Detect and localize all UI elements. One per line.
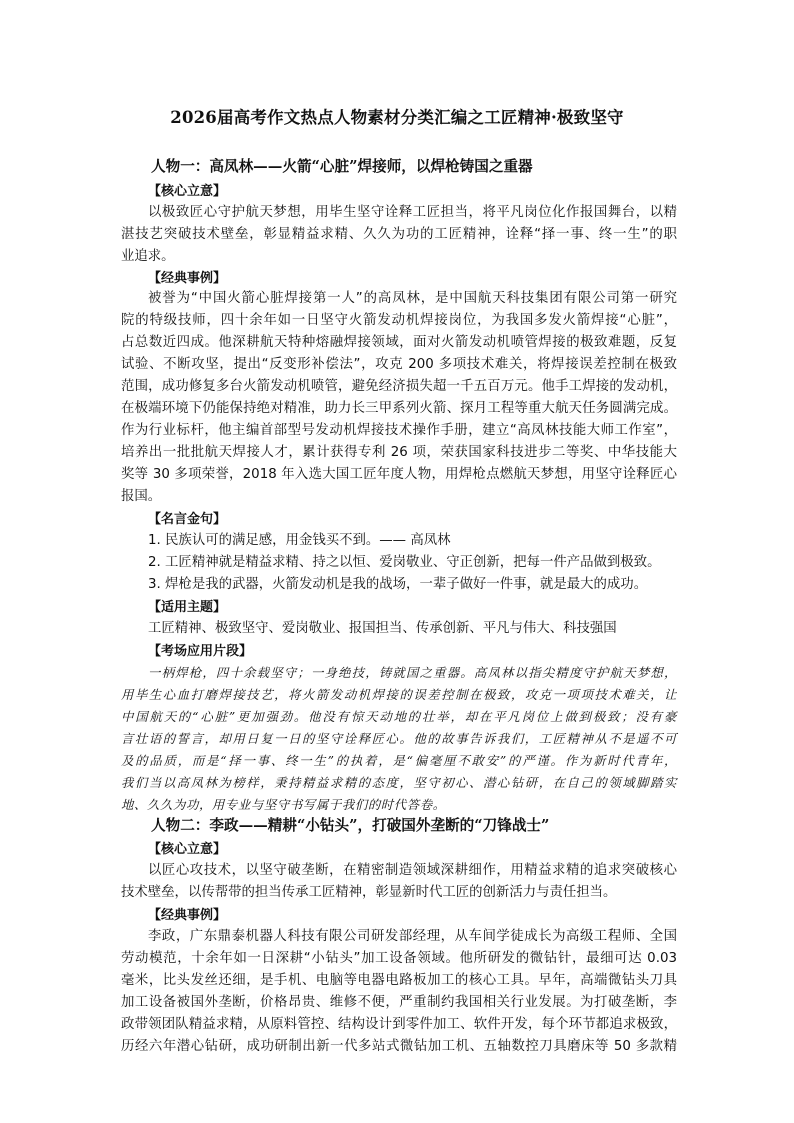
person2-story-line-2: 劳动模范，十余年如一日深耕“小钻头”加工设备领域。他所研发的微钻针，最细可达 0.03 [121, 951, 677, 966]
person1-story-line-2: 院的特级技师，四十余年如一日坚守火箭发动机焊接岗位，为我国多发火箭焊接“心脏”， [121, 313, 677, 328]
person1-exam-line-2: 用毕生心血打磨焊接技艺，将火箭发动机焊接的误差控制在极致，攻克一项项技术难关，让 [121, 687, 677, 702]
person1-quote-2: 2. 工匠精神就是精益求精、持之以恒、爱岗敬业、守正创新，把每一件产品做到极致。 [148, 555, 661, 570]
person1-core-line-3: 业追求。 [121, 249, 175, 264]
person1-heading: 人物一：高凤林——火箭“心脏”焊接师，以焊枪铸国之重器 [151, 158, 533, 175]
person2-story-line-3: 毫米，比头发丝还细，是手机、电脑等电器电路板加工的核心工具。早年，高端微钻头刀具 [121, 973, 677, 988]
person2-core-line-1: 以匠心攻技术，以坚守破垄断，在精密制造领域深耕细作，用精益求精的追求突破核心 [148, 863, 677, 878]
person1-story-label: 【经典事例】 [148, 271, 227, 286]
person1-story-line-6: 在极端环境下仍能保持绝对精准，助力长三甲系列火箭、探月工程等重大航天任务圆满完成。 [121, 401, 677, 416]
person1-story-line-8: 培养出一批批航天焊接人才，累计获得专利 26 项，荣获国家科技进步二等奖、中华技能大 [121, 445, 677, 460]
person1-themes-text: 工匠精神、极致坚守、爱岗敬业、报国担当、传承创新、平凡与伟大、科技强国 [148, 621, 617, 636]
person1-exam-line-1: 一柄焊枪，四十余载坚守；一身绝技，铸就国之重器。高凤林以指尖精度守护航天梦想， [148, 665, 677, 680]
person2-story-line-5: 政带领团队精益求精，从原料管控、结构设计到零件加工、软件开发，每个环节都追求极致， [121, 1017, 677, 1032]
person1-story-line-10: 报国。 [121, 489, 162, 504]
person2-story-line-1: 李政，广东鼎泰机器人科技有限公司研发部经理，从车间学徒成长为高级工程师、全国 [148, 929, 677, 944]
person2-heading: 人物二：李政——精耕“小钻头”，打破国外垄断的“刀锋战士” [151, 817, 550, 834]
person2-core-label: 【核心立意】 [148, 842, 227, 857]
person1-story-line-5: 范围，成功修复多台火箭发动机喷管，避免经济损失超一千五百万元。他手工焊接的发动机， [121, 379, 677, 394]
person1-exam-line-3: 中国航天的“心脏”更加强劲。他没有惊天动地的壮举，却在平凡岗位上做到极致；没有豪 [121, 709, 677, 724]
person2-story-line-4: 加工设备被国外垄断，价格昂贵、维修不便，严重制约我国相关行业发展。为打破垄断，李 [121, 995, 677, 1010]
person1-quote-1: 1. 民族认可的满足感，用金钱买不到。—— 高凤林 [148, 533, 451, 548]
person1-quotes-label: 【名言金句】 [148, 512, 227, 527]
person2-story-label: 【经典事例】 [148, 908, 227, 923]
person1-exam-line-6: 我们当以高凤林为榜样，秉持精益求精的态度，坚守初心、潜心钻研，在自己的领域脚踏实 [121, 775, 677, 790]
person1-story-line-1: 被誉为“中国火箭心脏焊接第一人”的高凤林，是中国航天科技集团有限公司第一研究 [148, 291, 677, 306]
person2-core-line-2: 技术壁垒，以传帮带的担当传承工匠精神，彰显新时代工匠的创新活力与责任担当。 [121, 885, 617, 900]
person1-themes-label: 【适用主题】 [148, 600, 227, 615]
person1-core-label: 【核心立意】 [148, 184, 227, 199]
person1-core-line-1: 以极致匠心守护航天梦想，用毕生坚守诠释工匠担当，将平凡岗位化作报国舞台，以精 [148, 205, 677, 220]
person1-exam-line-5: 及的品质，而是“择一事、终一生”的执着，是“偏毫厘不敢安”的严谨。作为新时代青年， [121, 753, 677, 768]
person1-story-line-4: 试验、不断攻坚，提出“反变形补偿法”，攻克 200 多项技术难关，将焊接误差控制在极致 [121, 357, 677, 372]
person2-story-line-6: 历经六年潜心钻研，成功研制出新一代多站式微钻加工机、五轴数控刀具磨床等 50 多款精 [121, 1039, 677, 1054]
person1-exam-line-4: 言壮语的誓言，却用日复一日的坚守诠释匠心。他的故事告诉我们，工匠精神从不是遥不可 [121, 731, 677, 746]
person1-exam-label: 【考场应用片段】 [148, 644, 253, 659]
document-title: 2026届高考作文热点人物素材分类汇编之工匠精神·极致坚守 [170, 108, 624, 127]
person1-story-line-9: 奖等 30 多项荣誉，2018 年入选大国工匠年度人物，用焊枪点燃航天梦想，用坚守诠释匠心 [121, 467, 677, 482]
person1-core-line-2: 湛技艺突破技术壁垒，彰显精益求精、久久为功的工匠精神，诠释“择一事、终一生”的职 [121, 227, 677, 242]
person1-exam-line-7: 地、久久为功，用专业与坚守书写属于我们的时代答卷。 [121, 797, 446, 812]
person1-story-line-7: 作为行业标杆，他主编首部型号发动机焊接技术操作手册，建立“高凤林技能大师工作室”， [121, 423, 677, 438]
person1-story-line-3: 占总数近四成。他深耕航天特种熔融焊接领域，面对火箭发动机喷管焊接的极致难题，反复 [121, 335, 677, 350]
person1-quote-3: 3. 焊枪是我的武器，火箭发动机是我的战场，一辈子做好一件事，就是最大的成功。 [148, 577, 648, 592]
